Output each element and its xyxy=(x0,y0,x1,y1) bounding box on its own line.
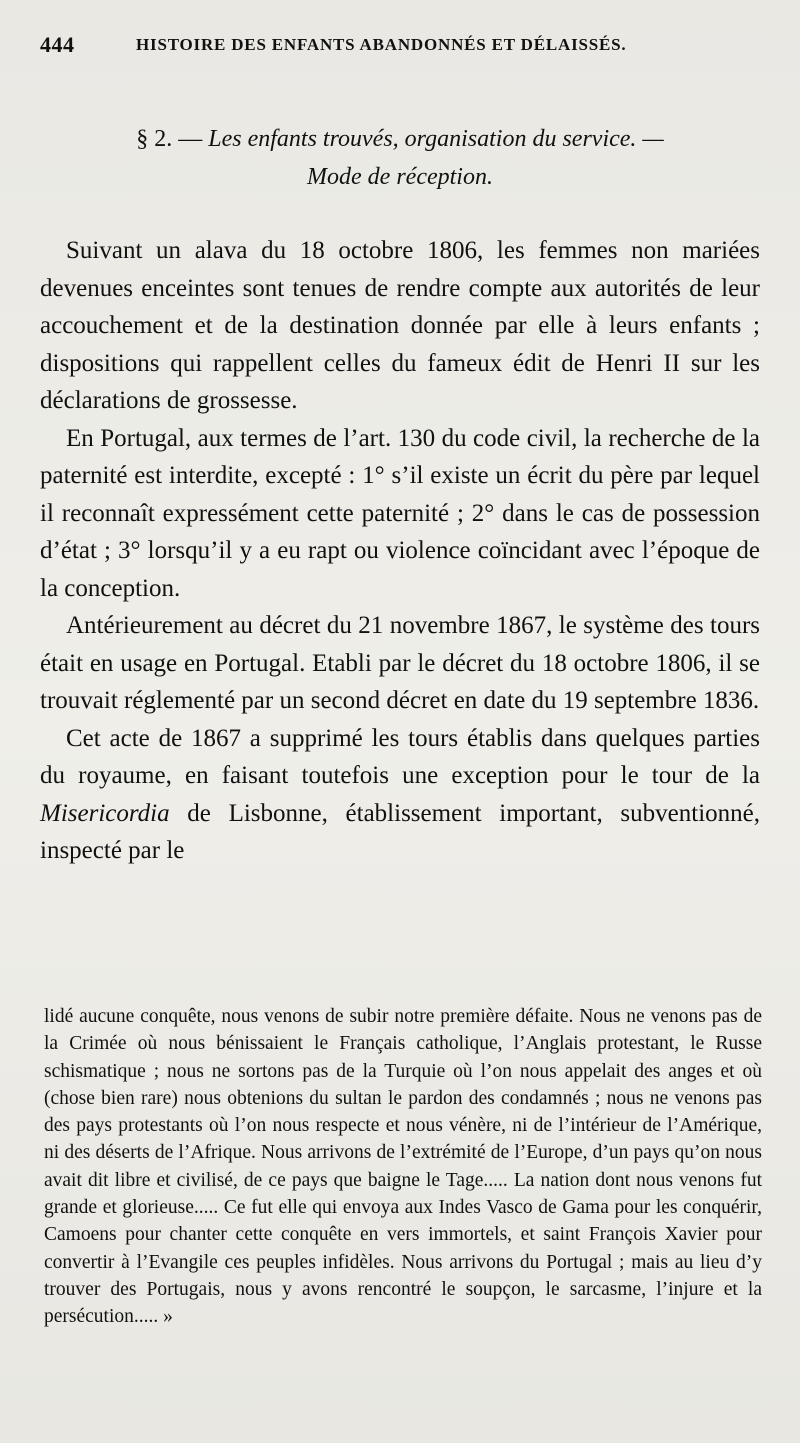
footnote xyxy=(44,1003,762,1331)
paragraph-1: Suivant un alava du 18 octobre 1806, les femmes non mariées devenues enceintes sont tenues de rendre compte aux autorités de leur accouchement et de la destination donnée par elle à leurs enfants ; dispositions qui rappellent celles du fameux édit de Henri II sur les déclarations de grossesse. xyxy=(40,237,760,414)
page-number: 444 xyxy=(40,32,75,57)
section-heading-line-1 xyxy=(40,120,760,158)
footnote-text: lidé aucune conquête, nous venons de subir notre première défaite. Nous ne venons pas de la Crimée où nous bénissaient le Français catholique, l’Anglais protestant, le Russe schismatique ; nous ne sortons pas de la Turquie où l’on nous appelait des anges et où (chose bien rare) nous obtenions du sultan le pardon des condamnés ; nous ne venons pas des pays protestants où l’on nous respecte et nous vénère, ni de l’intérieur de l’Amérique, ni des déserts de l’Afrique. Nous arrivons de l’extrémité de l’Europe, d’un pays qu’on nous avait dit libre et civilisé, de ce pays que baigne le Tage..... La nation dont nous venons fut grande et glorieuse..... Ce fut elle qui envoya aux Indes Vasco de Gama pour les conquérir, Camoens pour chanter cette conquête en vers immortels, et saint François Xavier pour convertir à l’Evangile ces peuples infidèles. Nous arrivons du Portugal ; mais au lieu d’y trouver des Portugais, nous y avons rencontré le soupçon, le sarcasme, l’injure et la persécution..... » xyxy=(44,1006,762,1328)
paragraph-4-italic: Misericordia xyxy=(40,799,170,827)
paragraph-3: Antérieurement au décret du 21 novembre 1867, le système des tours était en usage en Portugal. Etabli par le décret du 18 octobre 1806, il se trouvait réglementé par un second décret en date du 19 septembre 1836. xyxy=(40,612,760,714)
paragraph-4-end: de Lisbonne, établissement important, subventionné, inspecté par le xyxy=(40,799,760,864)
paragraph-2: En Portugal, aux termes de l’art. 130 du code civil, la recherche de la paternité est interdite, excepté : 1° s’il existe un écrit du père par lequel il reconnaît expressément cette paternité ; 2° dans le cas de possession d’état ; 3° lorsqu’il y a eu rapt ou violence coïncidant avec l’époque de la conception. xyxy=(40,424,760,602)
page-header xyxy=(40,32,760,62)
paragraph-4-start: Cet acte de 1867 a supprimé les tours établis dans quelques parties du royaume, en faisant toutefois une exception pour le tour de la xyxy=(40,724,760,789)
section-heading xyxy=(40,120,760,196)
running-title: HISTOIRE DES ENFANTS ABANDONNÉS ET DÉLAISSÉS. xyxy=(136,35,627,54)
section-title-line-2: Mode de réception. xyxy=(307,164,493,190)
section-label: § 2. — xyxy=(136,126,203,152)
body-text xyxy=(40,232,760,870)
paragraph-4 xyxy=(40,720,760,870)
section-title-line-1: Les enfants trouvés, organisation du service. — xyxy=(208,126,664,152)
